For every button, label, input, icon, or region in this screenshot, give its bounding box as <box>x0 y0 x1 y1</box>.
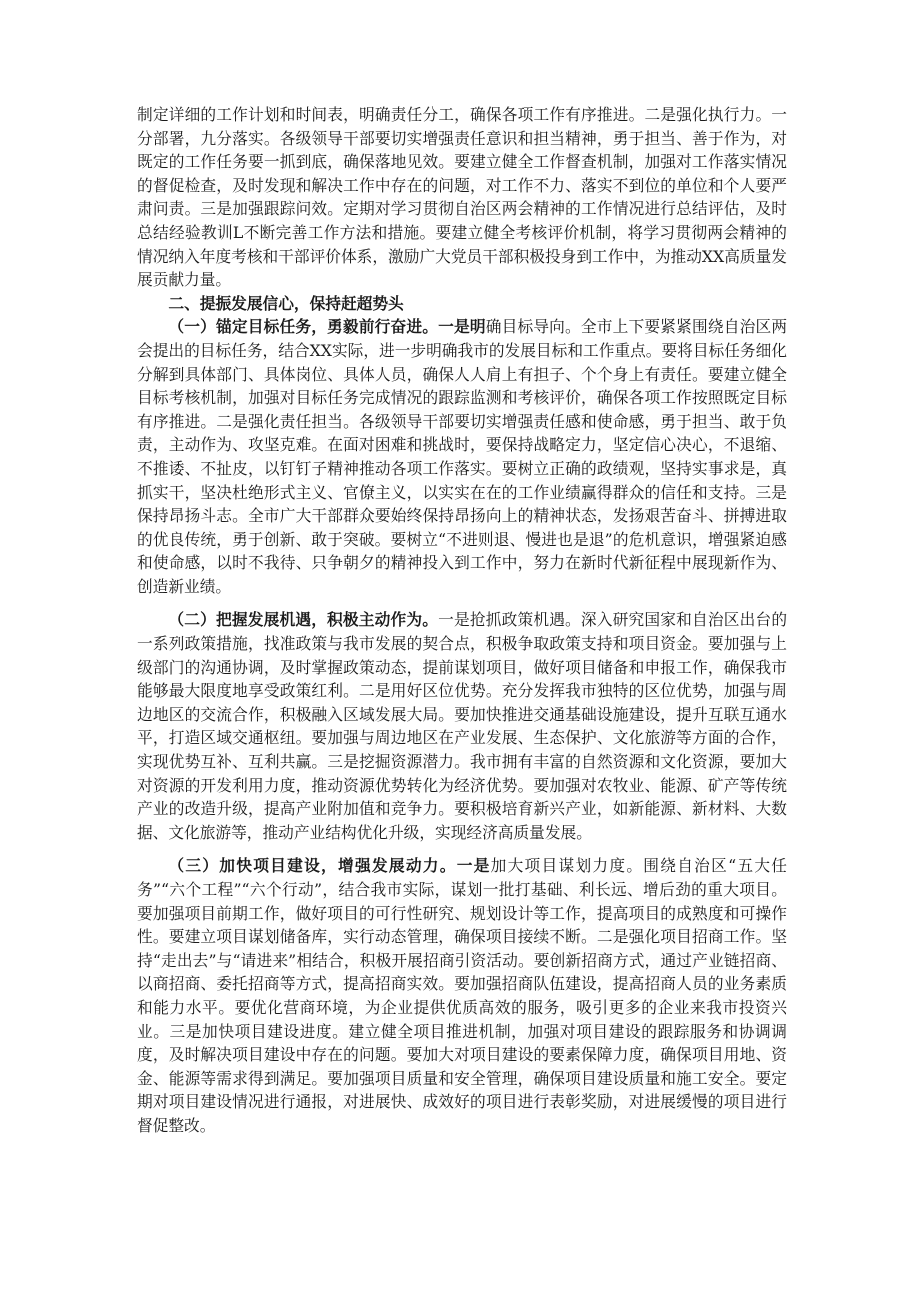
subsection-lead-1: （一）锚定目标任务，勇毅前行奋进。一是明 <box>168 317 486 337</box>
subsection-lead-3: （三）加快项目建设，增强发展动力。一是 <box>168 856 491 876</box>
document-page <box>137 103 787 1138</box>
section-heading-2 <box>137 292 787 316</box>
paragraph-text: 制定详细的工作计划和时间表，明确责任分工，确保各项工作有序推进。二是强化执行力。一分部署，九分落实。各级领导干部要切实增强责任意识和担当精神，勇于担当、善于作为，对既定的工作任务要一抓到底，确保落地见效。要建立健全工作督查机制，加强对工作落实情况的督促检查，及时发现和解决工作中存在的问题，对工作不力、落实不到位的单位和个人要严肃问责。三是加强跟踪问效。定期对学习贯彻自治区两会精神的工作情况进行总结评估，及时总结经验教训L不断完善工作方法和措施。要建立健全考核评价机制，将学习贯彻两会精神的情况纳入年度考核和干部评价体系，激励广大党员干部积极投身到工作中，为推动XX高质量发展贡献力量。 <box>137 105 787 290</box>
body-paragraph-1 <box>137 103 787 292</box>
paragraph-text: 一是抢抓政策机遇。深入研究国家和自治区出台的一系列政策措施，找准政策与我市发展的契合点，积极争取政策支持和项目资金。要加强与上级部门的沟通协调，及时掌握政策动态，提前谋划项目，做好项目储备和申报工作，确保我市能够最大限度地享受政策红利。二是用好区位优势。充分发挥我市独特的区位优势，加强与周边地区的交流合作，积极融入区域发展大局。要加快推进交通基础设施建设，提升互联互通水平，打造区域交通枢纽。要加强与周边地区在产业发展、生态保护、文化旅游等方面的合作，实现优势互补、互利共赢。三是挖掘资源潜力。我市拥有丰富的自然资源和文化资源，要加大对资源的开发利用力度，推动资源优势转化为经济优势。要加强对农牧业、能源、矿产等传统产业的改造升级，提高产业附加值和竞争力。要积极培育新兴产业，如新能源、新材料、大数据、文化旅游等，推动产业结构优化升级，实现经济高质量发展。 <box>137 610 788 842</box>
body-paragraph-2 <box>137 315 787 598</box>
paragraph-text: 确目标导向。全市上下要紧紧围绕自治区两会提出的目标任务，结合XX实际，进一步明确我市的发展目标和工作重点。要将目标任务细化分解到具体部门、具体岗位、具体人员，确保人人肩上有担子、个个身上有责任。要建立健全目标考核机制，加强对目标任务完成情况的跟踪监测和考核评价，确保各项工作按照既定目标有序推进。二是强化责任担当。各级领导干部要切实增强责任感和使命感，勇于担当、敢于负责，主动作为、攻坚克难。在面对困难和挑战时，要保持战略定力，坚定信心决心，不退缩、不推诿、不扯皮，以钉钉子精神推动各项工作落实。要树立正确的政绩观，坚持实事求是，真抓实干，坚决杜绝形式主义、官僚主义，以实实在在的工作业绩赢得群众的信任和支持。三是保持昂扬斗志。全市广大干部群众要始终保持昂扬向上的精神状态，发扬艰苦奋斗、拼搏进取的优良传统，勇于创新、敢于突破。要树立“不进则退、慢进也是退”的危机意识，增强紧迫感和使命感，以时不我待、只争朝夕的精神投入到工作中，努力在新时代新征程中展现新作为、创造新业绩。 <box>137 317 788 596</box>
heading-text: 二、提振发展信心，保持赶超势头 <box>168 293 404 313</box>
paragraph-text: 加大项目谋划力度。围绕自治区“五大任务”“六个工程”“六个行动”，结合我市实际，谋划一批打基础、利长远、增后劲的重大项目。要加强项目前期工作，做好项目的可行性研究、规划设计等工作，提高项目的成熟度和可操作性。要建立项目谋划储备库，实行动态管理，确保项目接续不断。二是强化项目招商工作。坚持“走出去”与“请进来”相结合，积极开展招商引资活动。要创新招商方式，通过产业链招商、以商招商、委托招商等方式，提高招商实效。要加强招商队伍建设，提高招商人员的业务素质和能力水平。要优化营商环境，为企业提供优质高效的服务，吸引更多的企业来我市投资兴业。三是加快项目建设进度。建立健全项目推进机制，加强对项目建设的跟踪服务和协调调度，及时解决项目建设中存在的问题。要加大对项目建设的要素保障力度，确保项目用地、资金、能源等需求得到满足。要加强项目质量和安全管理，确保项目建设质量和施工安全。要定期对项目建设情况进行通报，对进展快、成效好的项目进行表彰奖励，对进展缓慢的项目进行督促整改。 <box>137 856 787 1135</box>
body-paragraph-4 <box>137 854 787 1137</box>
subsection-lead-2: （二）把握发展机遇，积极主动作为。 <box>168 610 439 630</box>
body-paragraph-3 <box>137 608 787 844</box>
